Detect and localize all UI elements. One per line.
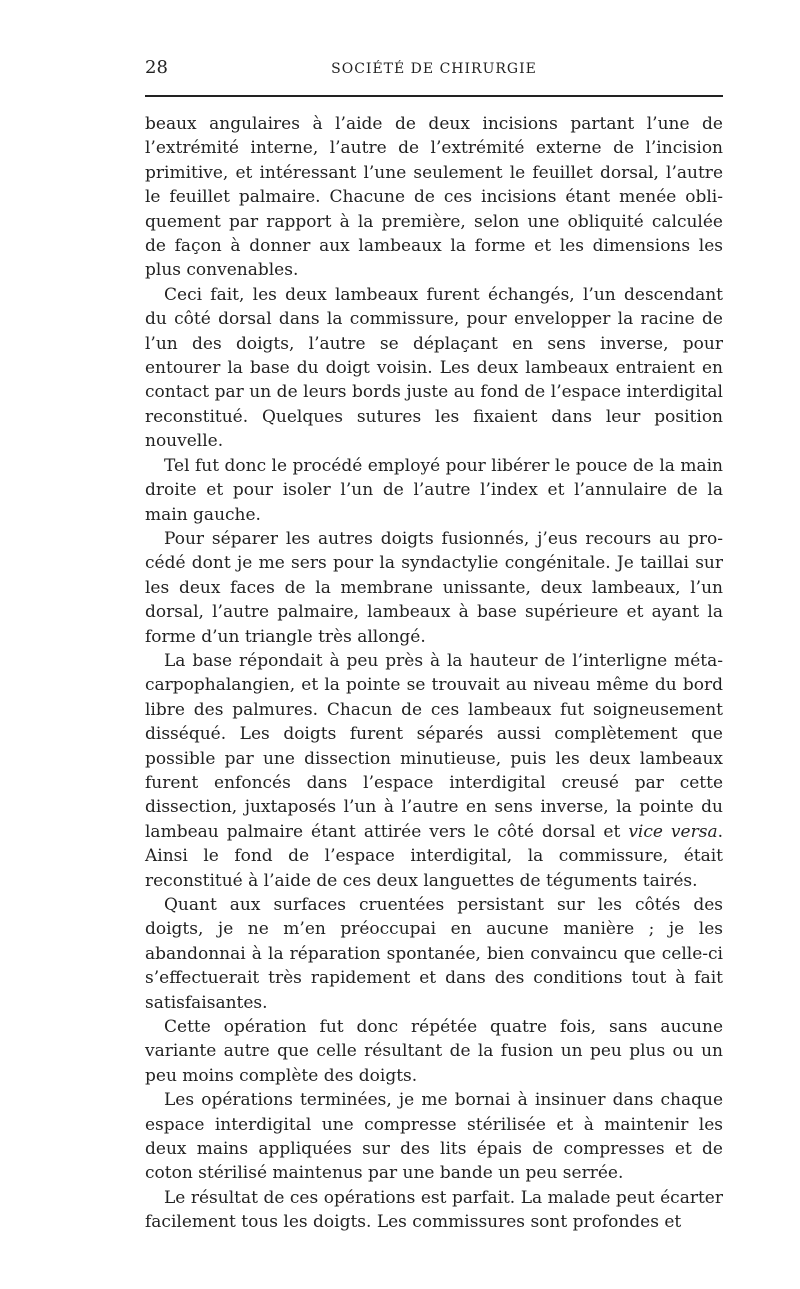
paragraph: Cette opération fut donc répétée quatre fois, sans aucune variante autre que celle résultant de la fusion un peu plus ou un peu moins complète des doigts. [145, 1017, 723, 1086]
paragraph [145, 649, 723, 893]
paragraph: Les opérations terminées, je me bornai à insinuer dans chaque espace interdigital une compresse stérilisée et à maintenir les deux mains appliquées sur des lits épais de compresses et de coton stérilisé maintenus par une bande un peu serrée. [145, 1090, 723, 1184]
paragraph-text: La base répondait à peu près à la hauteur de l’interligne métacarpophalangien, et la pointe se trouvait au niveau même du bord libre des palmures. Chacun de ces lambeaux fut soigneusement disséqué. Les doigts furent séparés aussi complètement que possible par une dissection minutieuse, puis les deux lambeaux furent enfoncés dans l’espace interdigital creusé par cette dissection, juxtaposés l’un à l’autre en sens inverse, la pointe du lambeau palmaire étant attirée vers le côté dorsal et [145, 650, 723, 842]
paragraph: Tel fut donc le procédé employé pour libérer le pouce de la main droite et pour isoler l’un de l’autre l’index et l’annulaire de la main gauche. [145, 455, 723, 525]
paragraph: Ceci fait, les deux lambeaux furent échangés, l’un descendant du côté dorsal dans la commissure, pour envelopper la racine de l’un des doigts, l’autre se déplaçant en sens inverse, pour entourer la base du doigt voisin. Les deux lambeaux entraient en contact par un de leurs bords juste au fond de l’espace interdigital reconstitué. Quelques sutures les fixaient dans leur position nouvelle. [145, 284, 723, 452]
header-rule [145, 95, 723, 97]
paragraph: Pour séparer les autres doigts fusionnés, j’eus recours au procédé dont je me sers pour la syndactylie congénitale. Je taillai sur les deux faces de la membrane unissante, deux lambeaux, l’un dorsal, l’autre palmaire, lambeaux à base supérieure et ayant la forme d’un triangle très allongé. [145, 528, 723, 647]
paragraph: beaux angulaires à l’aide de deux incisions partant l’une de l’extrémité interne, l’autre de l’extrémité externe de l’incision primitive, et intéressant l’une seulement le feuillet dorsal, l’autre le feuillet palmaire. Chacune de ces incisions étant menée obliquement par rapport à la première, selon une obliquité calculée de façon à donner aux lambeaux la forme et les dimensions les plus convenables. [145, 114, 723, 281]
page-number: 28 [145, 57, 168, 78]
paragraph: Quant aux surfaces cruentées persistant sur les côtés des doigts, je ne m’en préoccupai en aucune manière ; je les abandonnai à la réparation spontanée, bien convaincu que celle-ci s’effectuerait très rapidement et dans des conditions tout à fait satisfaisantes. [145, 895, 723, 1013]
paragraph: Le résultat de ces opérations est parfait. La malade peut écarter facilement tous les doigts. Les commissures sont profondes et [145, 1187, 723, 1233]
running-head: SOCIÉTÉ DE CHIRURGIE [331, 61, 537, 77]
page-header [145, 56, 723, 84]
body-text [145, 112, 723, 1235]
paragraph-text: . Ainsi le fond de l’espace interdigital, la commissure, était reconstitué à l’aide de ces deux languettes de téguments tairés. [145, 821, 723, 891]
italic-phrase: vice versa [628, 821, 718, 842]
